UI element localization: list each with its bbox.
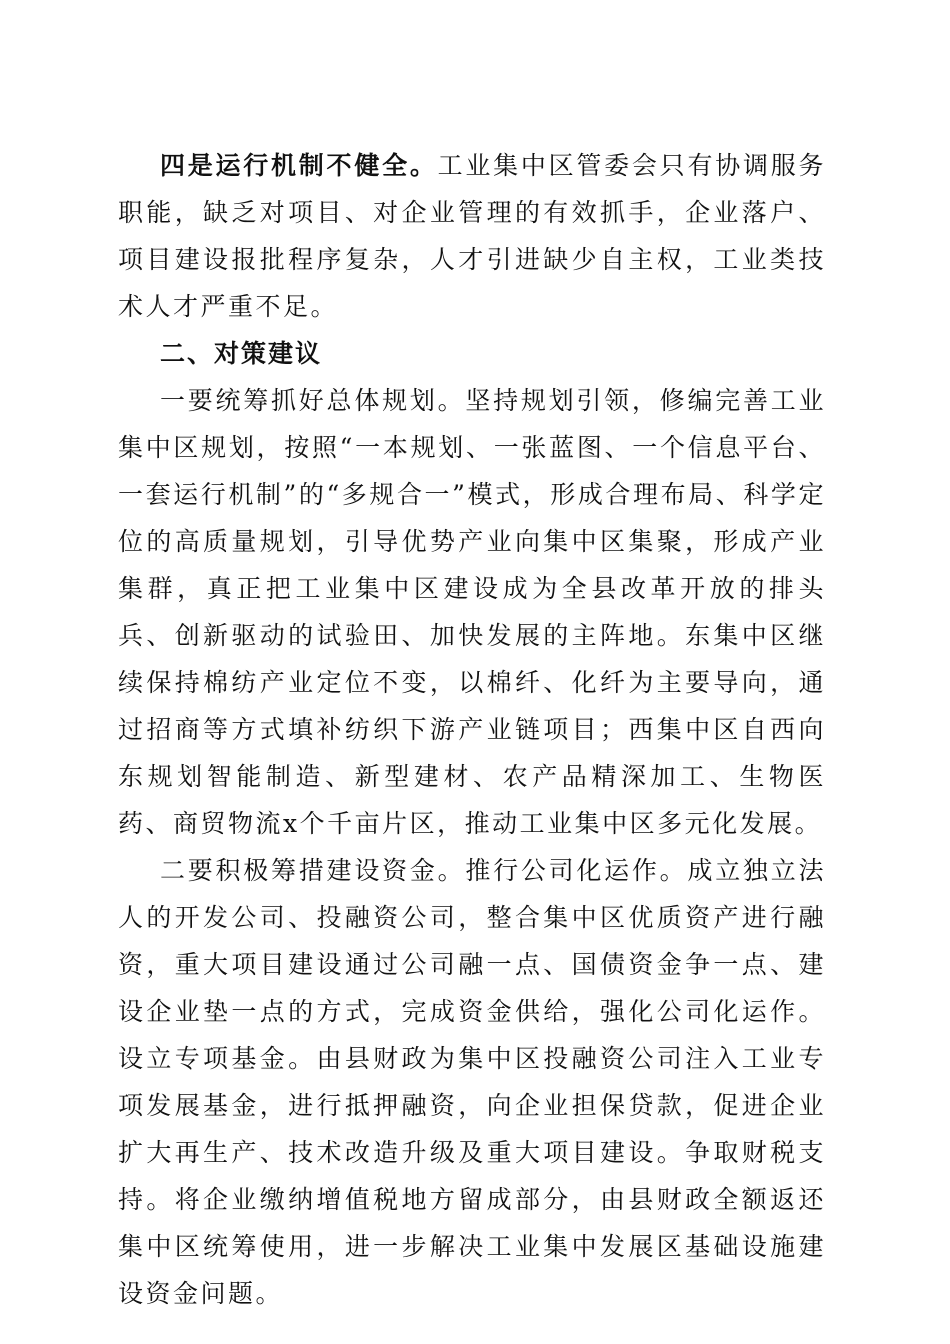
section-heading: 二、对策建议 (160, 339, 323, 368)
document-page (118, 142, 826, 1317)
paragraph-operating-mechanism (118, 142, 826, 330)
paragraph-body: 工业集中区管委会只有协调服务职能，缺乏对项目、对企业管理的有效抓手，企业落户、项目建设报批程序复杂，人才引进缺少自主权，工业类技术人才严重不足。 (118, 151, 826, 321)
paragraph-lead: 四是运行机制不健全。 (160, 151, 438, 180)
paragraph-planning: 一要统筹抓好总体规划。坚持规划引领，修编完善工业集中区规划，按照“一本规划、一张蓝图、一个信息平台、一套运行机制”的“多规合一”模式，形成合理布局、科学定位的高质量规划，引导优势产业向集中区集聚，形成产业集群，真正把工业集中区建设成为全县改革开放的排头兵、创新驱动的试验田、加快发展的主阵地。东集中区继续保持棉纺产业定位不变，以棉纤、化纤为主要导向，通过招商等方式填补纺织下游产业链项目；西集中区自西向东规划智能制造、新型建材、农产品精深加工、生物医药、商贸物流x个千亩片区，推动工业集中区多元化发展。 (118, 386, 826, 838)
paragraph-funding: 二要积极筹措建设资金。推行公司化运作。成立独立法人的开发公司、投融资公司，整合集中区优质资产进行融资，重大项目建设通过公司融一点、国债资金争一点、建设企业垫一点的方式，完成资金供给，强化公司化运作。设立专项基金。由县财政为集中区投融资公司注入工业专项发展基金，进行抵押融资，向企业担保贷款，促进企业扩大再生产、技术改造升级及重大项目建设。争取财税支持。将企业缴纳增值税地方留成部分，由县财政全额返还集中区统筹使用，进一步解决工业集中发展区基础设施建设资金问题。 (118, 856, 826, 1308)
